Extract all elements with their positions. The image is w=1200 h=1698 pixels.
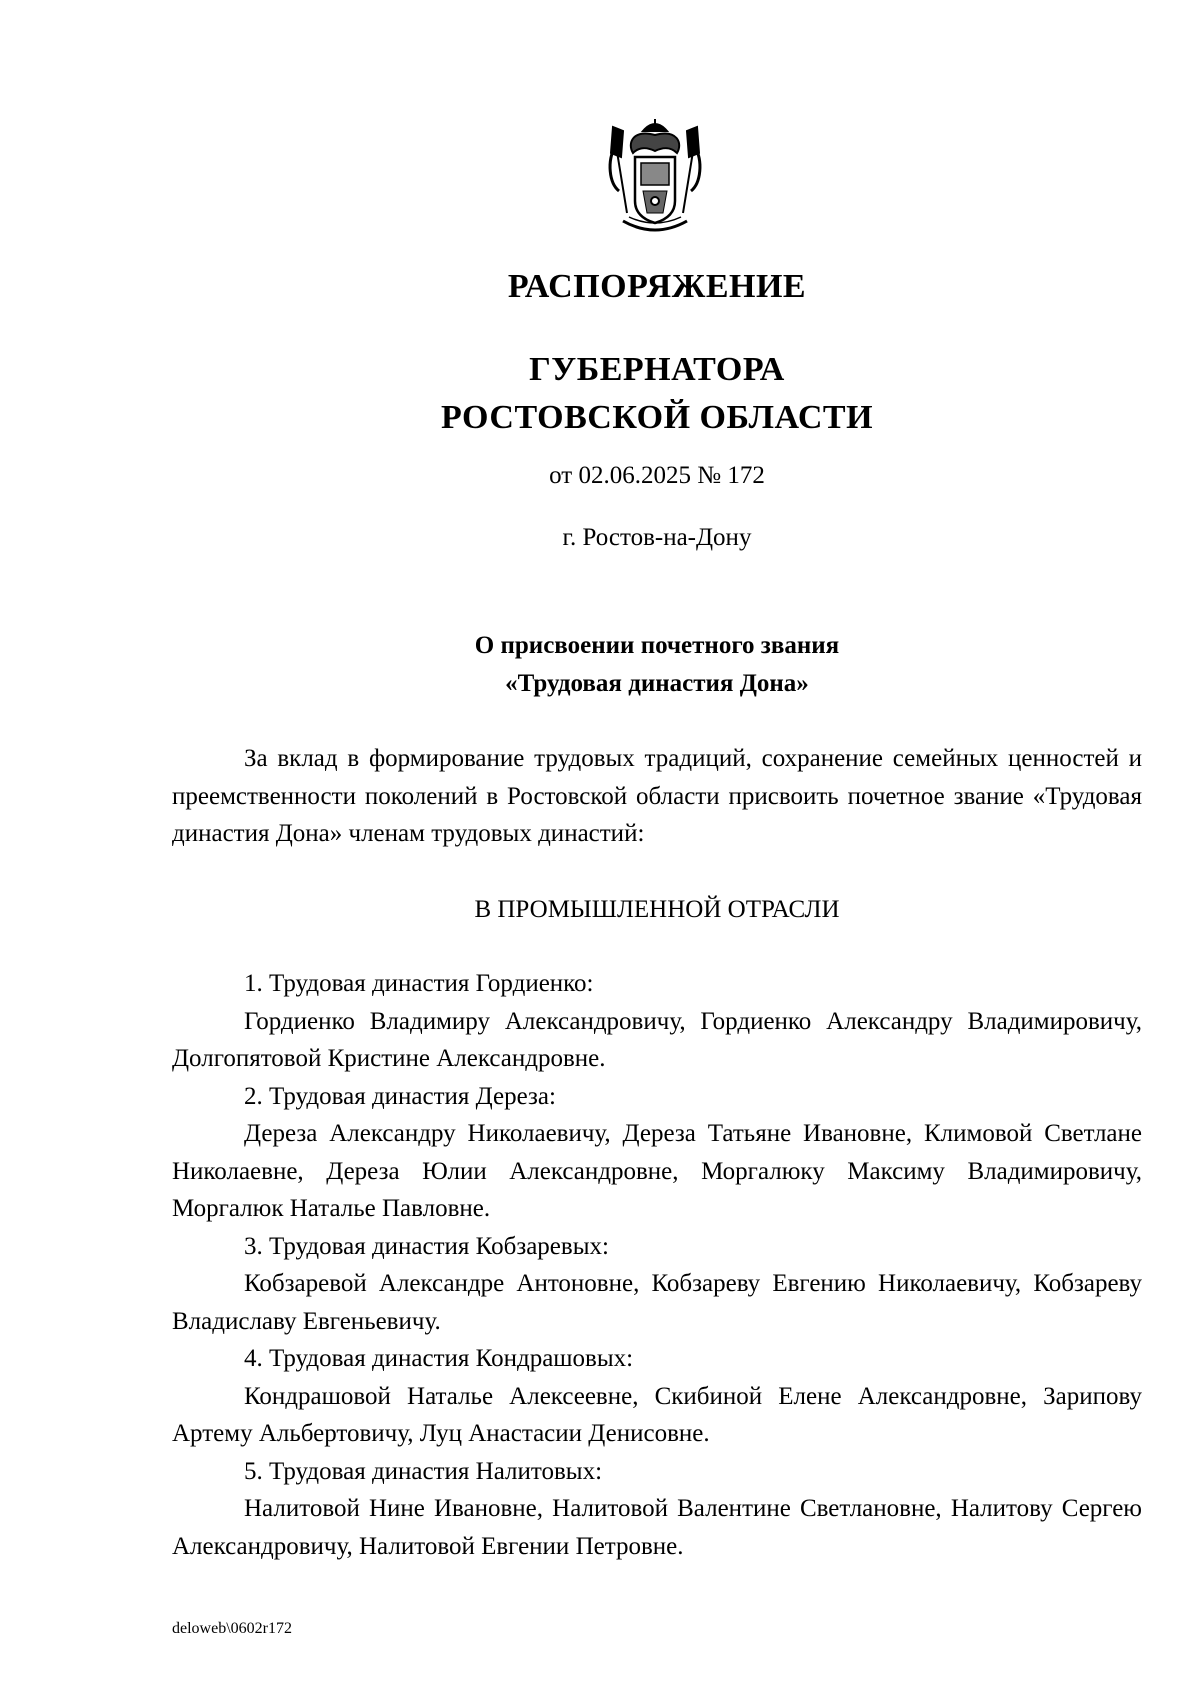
subject-line-1: О присвоении почетного звания <box>474 632 840 659</box>
issuer-title <box>172 346 1142 442</box>
dynasty-heading: 1. Трудовая династия Гордиенко: <box>244 970 594 997</box>
dynasty-members: Кондрашовой Наталье Алексеевне, Скибиной Елене Александровне, Зарипову Артему Альбертовичу, Луц Анастасии Денисовне. <box>172 1382 1142 1447</box>
dynasty-members: Гордиенко Владимиру Александровичу, Гордиенко Александру Владимировичу, Долгопятовой Кристине Александровне. <box>172 1007 1142 1072</box>
subject-heading <box>172 627 1142 703</box>
dynasty-heading: 3. Трудовая династия Кобзаревых: <box>244 1232 609 1260</box>
subject-line-2: «Трудовая династия Дона» <box>505 670 809 697</box>
dynasty-members: Кобзаревой Александре Антоновне, Кобзареву Евгению Николаевичу, Кобзареву Владиславу Евгеньевичу. <box>172 1270 1142 1335</box>
issuer-line-1: ГУБЕРНАТОРА <box>529 351 785 388</box>
dynasty-heading: 2. Трудовая династия Дереза: <box>244 1082 556 1110</box>
dynasty-members: Налитовой Нине Ивановне, Налитовой Валентине Светлановне, Налитову Сергею Александровичу, Налитовой Евгении Петровне. <box>172 1495 1142 1560</box>
dynasty-list <box>172 965 1142 1565</box>
dynasty-heading: 4. Трудовая династия Кондрашовых: <box>244 1345 634 1372</box>
intro-paragraph: За вклад в формирование трудовых традиций, сохранение семейных ценностей и преемственности поколений в Ростовской области присвоить почетное звание «Трудовая династия Дона» членам трудовых династий: <box>172 745 1142 847</box>
dynasty-members: Дереза Александру Николаевичу, Дереза Татьяне Ивановне, Климовой Светлане Николаевне, Дереза Юлии Александровне, Моргалюку Максиму Владимировичу, Моргалюк Наталье Павловне. <box>172 1120 1142 1222</box>
issuer-line-2: РОСТОВСКОЙ ОБЛАСТИ <box>440 399 874 436</box>
date-number: от 02.06.2025 № 172 <box>549 462 765 489</box>
intro-section <box>172 740 1142 853</box>
coat-of-arms-emblem <box>603 117 707 239</box>
city-line: г. Ростов-на-Дону <box>562 524 752 551</box>
document-type-title: РАСПОРЯЖЕНИЕ <box>507 268 807 305</box>
section-title: В ПРОМЫШЛЕННОЙ ОТРАСЛИ <box>474 896 840 923</box>
file-reference: deloweb\0602r172 <box>172 1620 292 1637</box>
dynasty-heading: 5. Трудовая династия Налитовых: <box>244 1457 603 1485</box>
